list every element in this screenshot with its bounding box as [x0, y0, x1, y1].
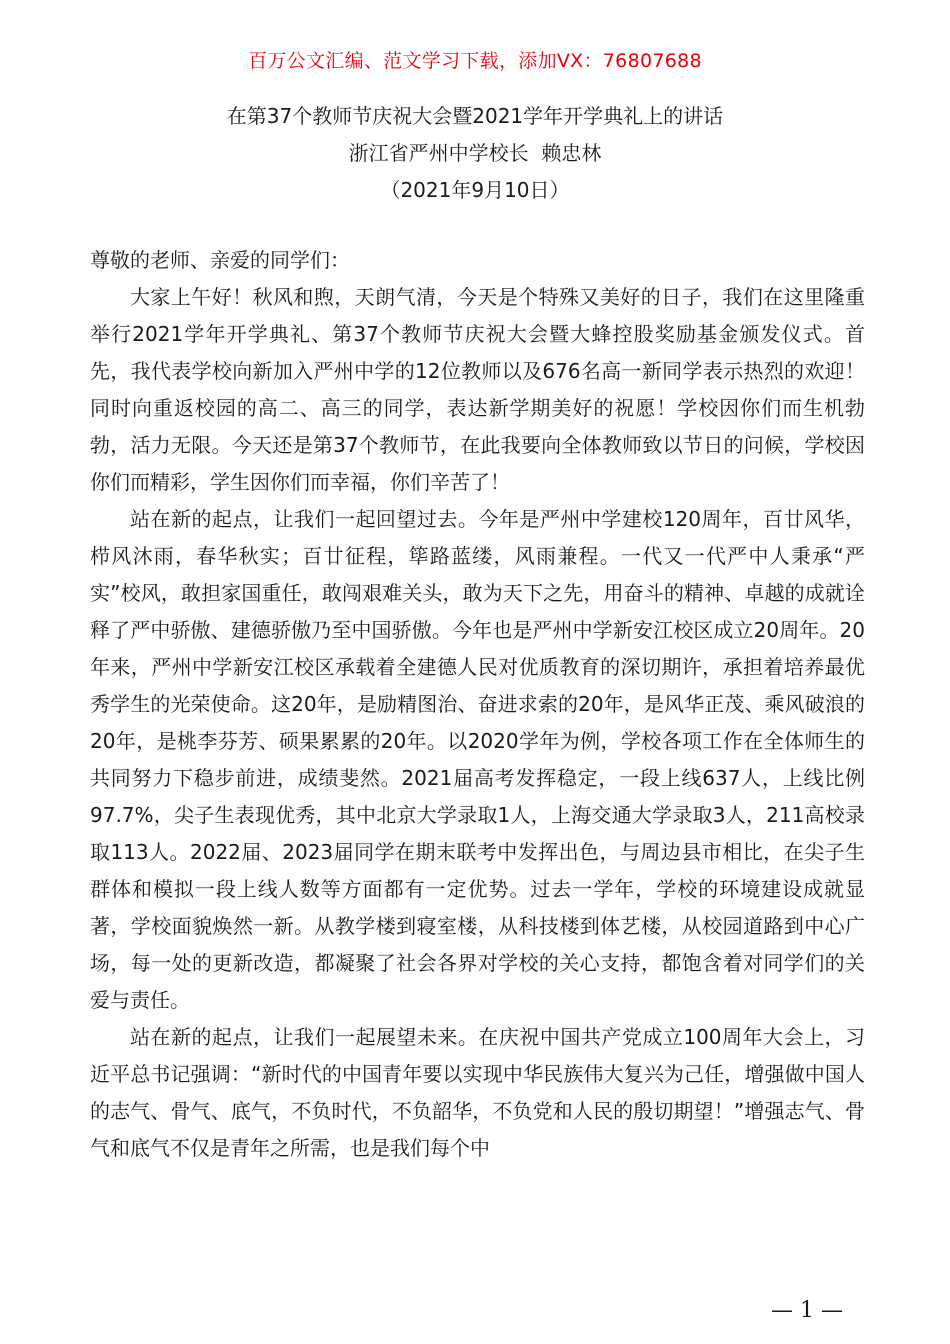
speech-author: 浙江省严州中学校长 赖忠林 — [348, 141, 602, 165]
title-block — [0, 98, 950, 209]
paragraph-1: 大家上午好！秋风和煦，天朗气清，今天是个特殊又美好的日子，我们在这里隆重举行2021学年开学典礼、第37个教师节庆祝大会暨大蜂控股奖励基金颁发仪式。首先，我代表学校向新加入严州中学的12位教师以及676名高一新同学表示热烈的欢迎！同时向重返校园的高二、高三的同学，表达新学期美好的祝愿！学校因你们而生机勃勃，活力无限。今天还是第37个教师节，在此我要向全体教师致以节日的问候，学校因你们而精彩，学生因你们而幸福，你们辛苦了！ — [90, 285, 865, 494]
page-number: — 1 — — [771, 1298, 843, 1323]
salutation: 尊敬的老师、亲爱的同学们： — [90, 248, 350, 272]
paragraph-3: 站在新的起点，让我们一起展望未来。在庆祝中国共产党成立100周年大会上，习近平总书记强调：“新时代的中国青年要以实现中华民族伟大复兴为己任，增强做中国人的志气、骨气、底气，不负时代，不负韶华，不负党和人民的殷切期望！”增强志气、骨气和底气不仅是青年之所需，也是我们每个中 — [90, 1025, 865, 1160]
promo-banner: 百万公文汇编、范文学习下载，添加VX：76807688 — [248, 50, 702, 72]
speech-title: 在第37个教师节庆祝大会暨2021学年开学典礼上的讲话 — [226, 104, 724, 128]
speech-date: （2021年9月10日） — [380, 178, 570, 202]
speech-body — [90, 242, 865, 1167]
paragraph-2: 站在新的起点，让我们一起回望过去。今年是严州中学建校120周年，百廿风华，栉风沐雨，春华秋实；百廿征程，筚路蓝缕，风雨兼程。一代又一代严中人秉承“严实”校风，敢担家国重任，敢闯艰难关头，敢为天下之先，用奋斗的精神、卓越的成就诠释了严中骄傲、建德骄傲乃至中国骄傲。今年也是严州中学新安江校区成立20周年。20年来，严州中学新安江校区承载着全建德人民对优质教育的深切期许，承担着培养最优秀学生的光荣使命。这20年，是励精图治、奋进求索的20年，是风华正茂、乘风破浪的20年，是桃李芬芳、硕果累累的20年。以2020学年为例，学校各项工作在全体师生的共同努力下稳步前进，成绩斐然。2021届高考发挥稳定，一段上线637人，上线比例97.7%，尖子生表现优秀，其中北京大学录取1人，上海交通大学录取3人，211高校录取113人。2022届、2023届同学在期末联考中发挥出色，与周边县市相比，在尖子生群体和模拟一段上线人数等方面都有一定优势。过去一学年，学校的环境建设成就显著，学校面貌焕然一新。从教学楼到寝室楼，从科技楼到体艺楼，从校园道路到中心广场，每一处的更新改造，都凝聚了社会各界对学校的关心支持，都饱含着对同学们的关爱与责任。 — [90, 507, 865, 1012]
